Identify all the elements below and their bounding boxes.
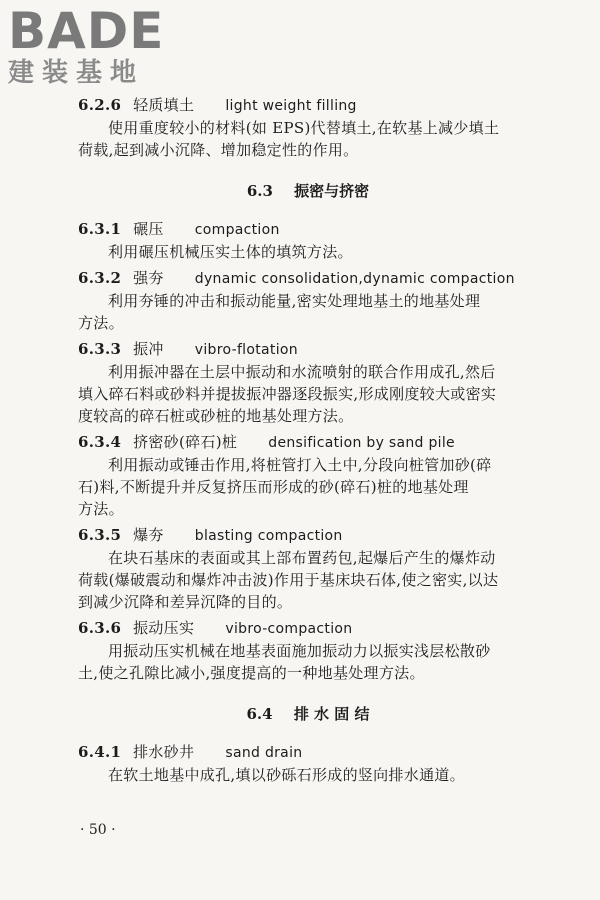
term-number: 6.3.3 [78, 340, 122, 358]
term-chinese: 轻质填土 [133, 96, 195, 114]
term-chinese: 振冲 [133, 340, 164, 358]
term-heading-6-3-1 [78, 217, 538, 241]
section-number: 6.3 [246, 182, 273, 200]
term-number: 6.4.1 [78, 743, 122, 761]
term-chinese: 爆夯 [133, 526, 164, 544]
term-desc-line: 荷载(爆破震动和爆炸冲击波)作用于基床块石体,使之密实,以达 [78, 571, 499, 589]
term-desc-line: 利用碾压机械压实土体的填筑方法。 [108, 243, 353, 261]
section-title: 振密与挤密 [294, 182, 370, 200]
term-heading-6-3-3 [78, 337, 538, 361]
term-english: blasting compaction [194, 528, 343, 544]
term-heading-6-4-1 [78, 740, 538, 764]
term-chinese: 碾压 [133, 220, 164, 238]
term-desc-line: 在块石基床的表面或其上部布置药包,起爆后产生的爆炸动 [108, 549, 496, 567]
bade-logo [8, 2, 188, 92]
term-desc-line: 方法。 [78, 500, 124, 518]
term-heading-6-3-6 [78, 616, 538, 640]
section-heading-6-4 [78, 694, 538, 734]
term-number: 6.3.5 [78, 526, 122, 544]
document-page [78, 90, 538, 786]
term-desc-line: 利用振动或锤击作用,将桩管打入土中,分段向桩管加砂(碎 [108, 456, 492, 474]
term-number: 6.3.4 [78, 433, 122, 451]
logo-wordmark: BADE [8, 2, 165, 60]
term-desc-line: 到减少沉降和差异沉降的目的。 [78, 593, 293, 611]
term-chinese: 振动压实 [133, 619, 195, 637]
term-chinese: 挤密砂(碎石)桩 [133, 433, 238, 451]
term-desc-line: 利用夯锤的冲击和振动能量,密实处理地基土的地基处理 [108, 292, 481, 310]
term-english: dynamic consolidation,dynamic compaction [194, 271, 515, 287]
term-number: 6.3.1 [78, 220, 122, 238]
term-number: 6.3.2 [78, 269, 122, 287]
term-heading-6-3-5 [78, 523, 538, 547]
page-number: · 50 · [80, 822, 116, 838]
logo-chinese-text: 建装基地 [8, 58, 145, 88]
term-chinese: 强夯 [133, 269, 164, 287]
term-heading-6-2-6 [78, 93, 538, 117]
term-english: light weight filling [225, 98, 357, 114]
term-desc-line: 土,使之孔隙比减小,强度提高的一种地基处理方法。 [78, 664, 425, 682]
term-heading-6-3-2 [78, 266, 538, 290]
term-chinese: 排水砂井 [133, 743, 195, 761]
term-number: 6.2.6 [78, 96, 122, 114]
term-english: vibro-flotation [194, 342, 298, 358]
term-english: compaction [194, 222, 280, 238]
term-desc-line: 在软土地基中成孔,填以砂砾石形成的竖向排水通道。 [108, 766, 465, 784]
section-number: 6.4 [246, 705, 273, 723]
section-title: 排 水 固 结 [293, 705, 370, 723]
term-desc-line: 方法。 [78, 314, 124, 332]
term-english: vibro-compaction [225, 621, 353, 637]
term-english: densification by sand pile [268, 435, 455, 451]
section-heading-6-3 [78, 171, 538, 211]
term-desc-line: 石)料,不断提升并反复挤压而形成的砂(碎石)桩的地基处理 [78, 478, 469, 496]
term-desc-line: 度较高的碎石桩或砂桩的地基处理方法。 [78, 407, 354, 425]
term-heading-6-3-4 [78, 430, 538, 454]
term-desc-line: 荷载,起到减小沉降、增加稳定性的作用。 [78, 141, 359, 159]
term-desc-line: 用振动压实机械在地基表面施加振动力以振实浅层松散砂 [108, 642, 491, 660]
term-number: 6.3.6 [78, 619, 122, 637]
term-desc-line: 填入碎石料或砂料并提拔振冲器逐段振实,形成刚度较大或密实 [78, 385, 497, 403]
term-english: sand drain [225, 745, 303, 761]
term-desc-line: 使用重度较小的材料(如 EPS)代替填土,在软基上减少填土 [108, 119, 500, 137]
term-desc-line: 利用振冲器在土层中振动和水流喷射的联合作用成孔,然后 [108, 363, 496, 381]
